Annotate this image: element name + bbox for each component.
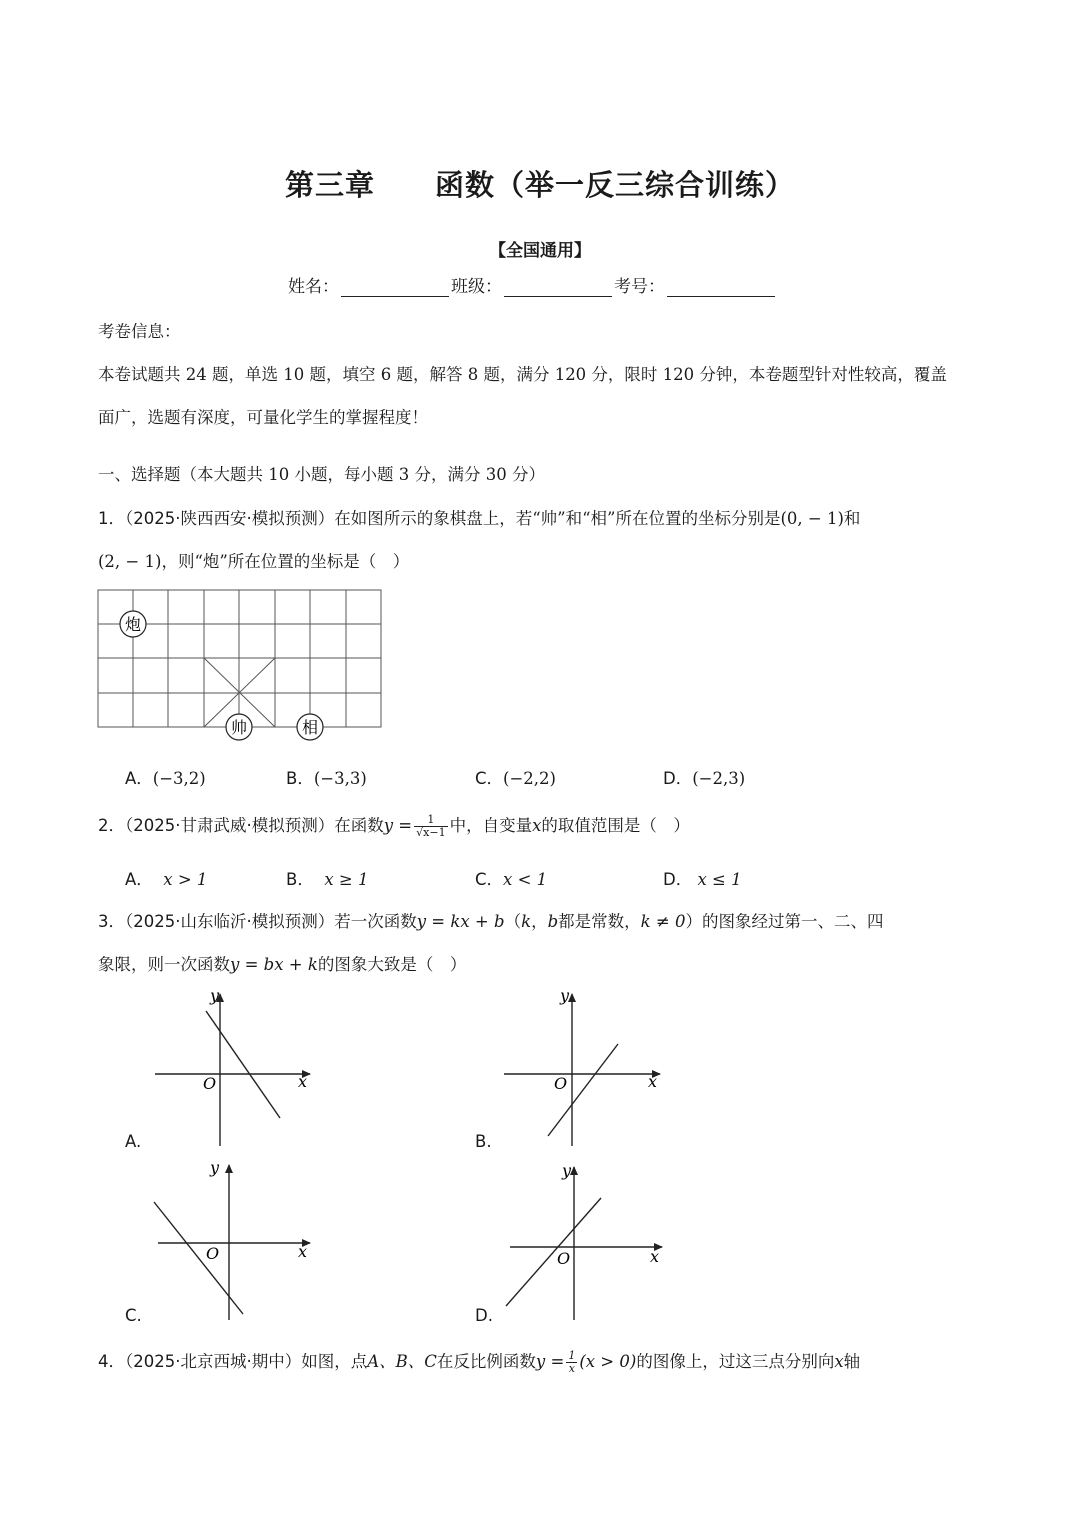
- q1-and: 和: [843, 509, 861, 528]
- q4-text: 如图，点: [301, 1352, 368, 1371]
- graph-d-line: [506, 1198, 601, 1306]
- info-line-1: 本卷试题共 24 题，单选 10 题，填空 6 题，解答 8 题，满分 120 分，限时 120 分钟，本卷题型针对性较高，覆盖: [98, 365, 947, 384]
- graph-a-y-label: y: [210, 986, 220, 1005]
- option-label: C．: [475, 769, 504, 788]
- page-title: 第三章 函数（举一反三综合训练）: [284, 168, 795, 202]
- q3-comma: ，: [531, 912, 548, 931]
- q3-graphs: [0, 980, 1080, 1330]
- q2-function-lhs: y =: [383, 816, 413, 835]
- piece-pao: [120, 611, 146, 637]
- q2-option-c[interactable]: [475, 866, 547, 890]
- q2-option-b[interactable]: [286, 866, 368, 890]
- q2-text-2: 中，自变量: [449, 816, 533, 835]
- q2-option-d[interactable]: [663, 866, 742, 890]
- info-line-2: 面广，选题有深度，可量化学生的掌握程度！: [98, 408, 428, 427]
- graph-d-x-label: x: [650, 1247, 660, 1266]
- q4-fraction: [566, 1350, 577, 1374]
- q4-function-lhs: y =: [535, 1352, 565, 1371]
- option-label: B．: [286, 769, 314, 788]
- q3-option-a[interactable]: A.: [125, 1132, 142, 1151]
- exam-no-blank: [667, 278, 775, 297]
- q3-number: 3．: [98, 912, 125, 931]
- graph-a: [155, 994, 310, 1146]
- q3-function-1: y = kx + b: [416, 912, 505, 931]
- board-grid: [98, 590, 381, 727]
- chess-board-figure: [97, 589, 387, 744]
- q3-k: k: [521, 912, 532, 931]
- q3-function-2: y = bx + k: [230, 955, 318, 974]
- q2-variable: x: [532, 816, 542, 835]
- q1-option-d[interactable]: [663, 765, 745, 789]
- graph-b-x-label: x: [648, 1072, 658, 1091]
- option-value: x ≤ 1: [697, 870, 742, 889]
- option-label: B．: [286, 870, 314, 889]
- class-label: 班级：: [451, 277, 502, 297]
- q1-text: 在如图所示的象棋盘上，若“帅”和“相”所在位置的坐标分别是: [334, 509, 781, 528]
- q1-question: ，则“炮”所在位置的坐标是（ ）: [161, 552, 410, 571]
- option-value: (−2,2): [503, 769, 556, 788]
- info-heading: 考卷信息：: [98, 322, 181, 341]
- option-label: A．: [125, 769, 153, 788]
- q3-question: 的图象大致是（ ）: [317, 955, 467, 974]
- graph-d: [506, 1167, 662, 1320]
- option-label: D．: [663, 870, 693, 889]
- q3-source: （2025·山东临沂·模拟预测）: [125, 912, 335, 931]
- graph-a-origin: O: [203, 1074, 217, 1093]
- q4-fraction-denominator: x: [568, 1362, 575, 1375]
- option-value: x ≥ 1: [324, 870, 369, 889]
- q1-option-a[interactable]: [125, 765, 206, 789]
- q4-source: （2025·北京西城·期中）: [125, 1352, 302, 1371]
- q3-option-b[interactable]: B.: [475, 1132, 492, 1151]
- q3-line-2: [98, 951, 466, 975]
- student-info-row: [288, 272, 777, 297]
- name-blank: [341, 278, 449, 297]
- q2-fraction: [414, 814, 447, 838]
- q2-question: 的取值范围是（ ）: [541, 816, 690, 835]
- q1-option-b[interactable]: [286, 765, 367, 789]
- option-value: (−3,2): [152, 769, 206, 788]
- q3-text-2: 都是常数，: [558, 912, 641, 931]
- graph-a-x-label: x: [298, 1072, 308, 1091]
- graph-d-y-label: y: [562, 1161, 572, 1180]
- q4-domain: (x > 0): [579, 1352, 637, 1371]
- q1-coord-shuai: (0, − 1): [780, 509, 844, 528]
- graph-a-line: [206, 1011, 280, 1118]
- piece-shuai-label: 帅: [230, 718, 248, 737]
- graph-b-origin: O: [554, 1074, 568, 1093]
- q2-line: [98, 812, 690, 839]
- q3-text-3: ）的图象经过第一、二、四: [685, 912, 884, 931]
- q3-option-d[interactable]: D.: [475, 1306, 493, 1325]
- exam-no-label: 考号：: [614, 277, 665, 297]
- piece-pao-label: 炮: [124, 615, 142, 634]
- q4-text-2: 在反比例函数: [436, 1352, 536, 1371]
- q3-text: 若一次函数: [334, 912, 417, 931]
- q3-condition: k ≠ 0: [640, 912, 686, 931]
- name-label: 姓名：: [288, 277, 339, 297]
- option-value: (−3,3): [313, 769, 367, 788]
- q4-line: [98, 1348, 860, 1375]
- section-heading: 一、选择题（本大题共 10 小题，每小题 3 分，满分 30 分）: [98, 465, 545, 484]
- q4-number: 4．: [98, 1352, 125, 1371]
- graph-c-x-label: x: [298, 1242, 308, 1261]
- graph-d-origin: O: [557, 1249, 571, 1268]
- q2-fraction-denominator: √x−1: [416, 826, 446, 839]
- q2-text: 在函数: [334, 816, 384, 835]
- option-value: x > 1: [163, 870, 208, 889]
- q2-source: （2025·甘肃武威·模拟预测）: [125, 816, 335, 835]
- graph-c-origin: O: [206, 1244, 220, 1263]
- q3-b: b: [547, 912, 559, 931]
- option-label: D．: [663, 769, 693, 788]
- q1-coord-xiang: (2, − 1): [98, 552, 162, 571]
- q1-line-1: [98, 505, 860, 529]
- option-value: x < 1: [503, 870, 548, 889]
- q1-number: 1．: [98, 509, 125, 528]
- q2-fraction-numerator: 1: [414, 814, 447, 827]
- q1-source: （2025·陕西西安·模拟预测）: [125, 509, 335, 528]
- piece-shuai: [226, 714, 252, 740]
- q4-fraction-numerator: 1: [568, 1349, 576, 1363]
- q3-line2-text: 象限，则一次函数: [98, 955, 230, 974]
- q4-points: A、B、C: [367, 1352, 437, 1371]
- q3-line-1: [98, 908, 883, 932]
- piece-xiang-label: 相: [301, 718, 319, 737]
- option-value: (−2,3): [692, 769, 746, 788]
- option-label: A．: [125, 870, 153, 889]
- q4-text-3: 的图像上，过这三点分别向: [636, 1352, 835, 1371]
- graph-c-y-label: y: [210, 1158, 220, 1177]
- class-blank: [504, 278, 612, 297]
- q1-line-2: [98, 548, 409, 572]
- q1-option-c[interactable]: [475, 765, 556, 789]
- option-label: C．: [475, 870, 504, 889]
- graph-c: [154, 1165, 310, 1320]
- q2-number: 2．: [98, 816, 125, 835]
- graph-b: [504, 994, 660, 1146]
- scope-label: 【全国通用】: [489, 241, 591, 261]
- q3-paren: （: [504, 912, 522, 931]
- q4-text-4: 轴: [843, 1352, 861, 1371]
- piece-xiang: [297, 714, 323, 740]
- graph-b-y-label: y: [560, 986, 570, 1005]
- q3-option-c[interactable]: C.: [125, 1306, 142, 1325]
- q2-option-a[interactable]: [125, 866, 207, 890]
- q4-variable: x: [834, 1352, 844, 1371]
